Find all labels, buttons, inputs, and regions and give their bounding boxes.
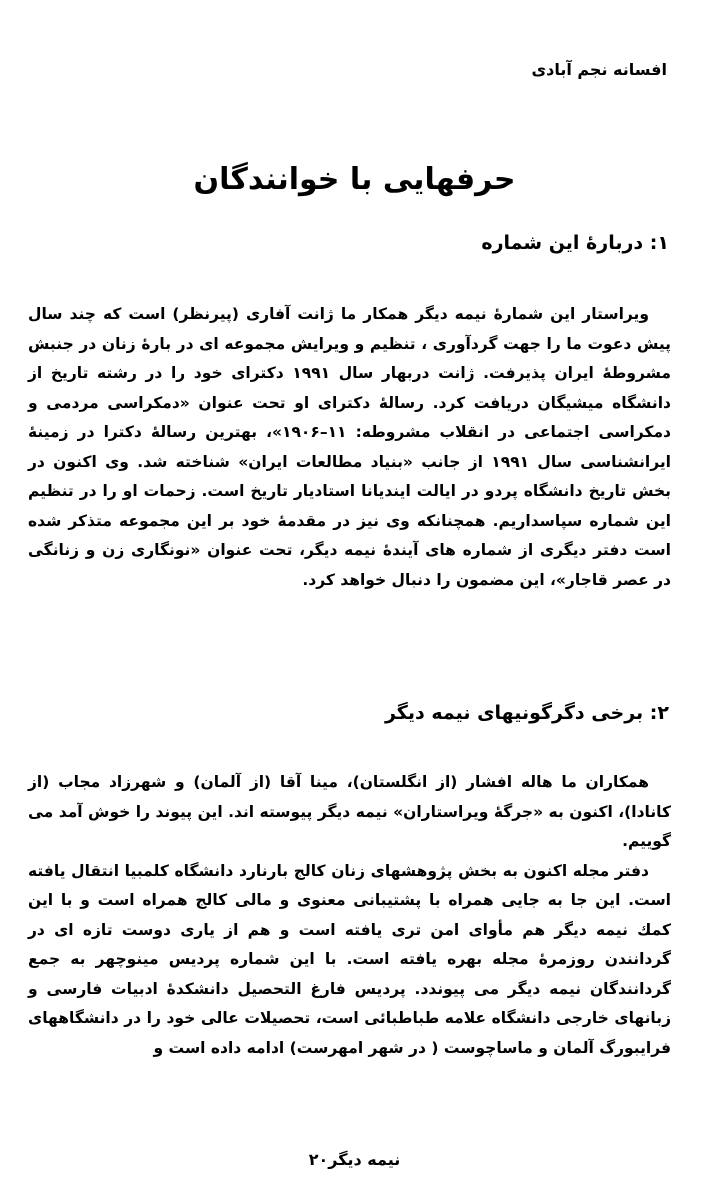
page-title: حرفهایی با خوانندگان — [193, 162, 516, 197]
author-name: افسانه نجم آبادی — [531, 60, 667, 79]
page-footer: نیمه دیگر۲۰ — [308, 1150, 401, 1169]
section-2-heading: ۲: برخی دگرگونیهای نیمه دیگر — [384, 702, 669, 724]
section-1-body — [28, 300, 671, 595]
section-2-paragraph-1: همکاران ما هاله افشار (از انگلستان)، مینا آقا (از آلمان) و شهرزاد مجاب (از کانادا)، اکنون به «جرگهٔ ویراستاران» نیمه دیگر پیوسته اند. این پیوند را خوش آمد می گوییم. — [28, 773, 671, 850]
section-1-heading: ۱: دربارهٔ این شماره — [481, 232, 669, 254]
section-2-paragraph-2: دفتر مجله اکنون به بخش پژوهشهای زنان کالج بارنارد دانشگاه کلمبیا انتقال یافته است. این جا به جایی همراه با پشتیبانی معنوی و مالی کالج همراه است و با این کمك نیمه دیگر هم مأوای امن تری یافته است و هم از یاری دوست تازه ای در گردانندن روزمرهٔ مجله بهره یافته است. با این شماره پردیس مینوچهر به جمع گردانندگان نیمه دیگر می پیوندد. پردیس فارغ التحصیل دانشکدهٔ ادبیات فارسی و زبانهای خارجی دانشگاه علامه طباطبائی است، تحصیلات عالی خود را در دانشگاههای فرایبورگ آلمان و ماساچوست ( در شهر امهرست) ادامه داده است و — [28, 861, 671, 1057]
section-2-body — [28, 768, 671, 1063]
section-1-paragraph: ویراستار این شمارهٔ نیمه دیگر همکار ما ژانت آفاری (پیرنظر) است که چند سال پیش دعوت ما را جهت گردآوری ، تنظیم و ویرایش مجموعه ای در بارهٔ زنان در جنبش مشروطهٔ ایران پذیرفت. ژانت دربهار سال ۱۹۹۱ دکترای خود را در رشته تاریخ از دانشگاه میشیگان دریافت کرد. رسالهٔ دکترای او تحت عنوان «دمکراسی مردمی و دمکراسی اجتماعی در انقلاب مشروطه: ۱۱–۱۹۰۶»، بهترین رسالهٔ دکترا در زمینهٔ ایرانشناسی سال ۱۹۹۱ از جانب «بنیاد مطالعات ایران» شناخته شد. وی اکنون در بخش تاریخ دانشگاه پردو در ایالت ایندیانا استادیار تاریخ است. زحمات او را در تنظیم این شماره سپاسداریم. همچنانکه وی نیز در مقدمهٔ خود بر این مجموعه متذکر شده است دفتر دیگری از شماره های آیندهٔ نیمه دیگر، تحت عنوان «نونگاری زن و زنانگی در عصر قاجار»، این مضمون را دنبال خواهد کرد. — [28, 305, 671, 589]
